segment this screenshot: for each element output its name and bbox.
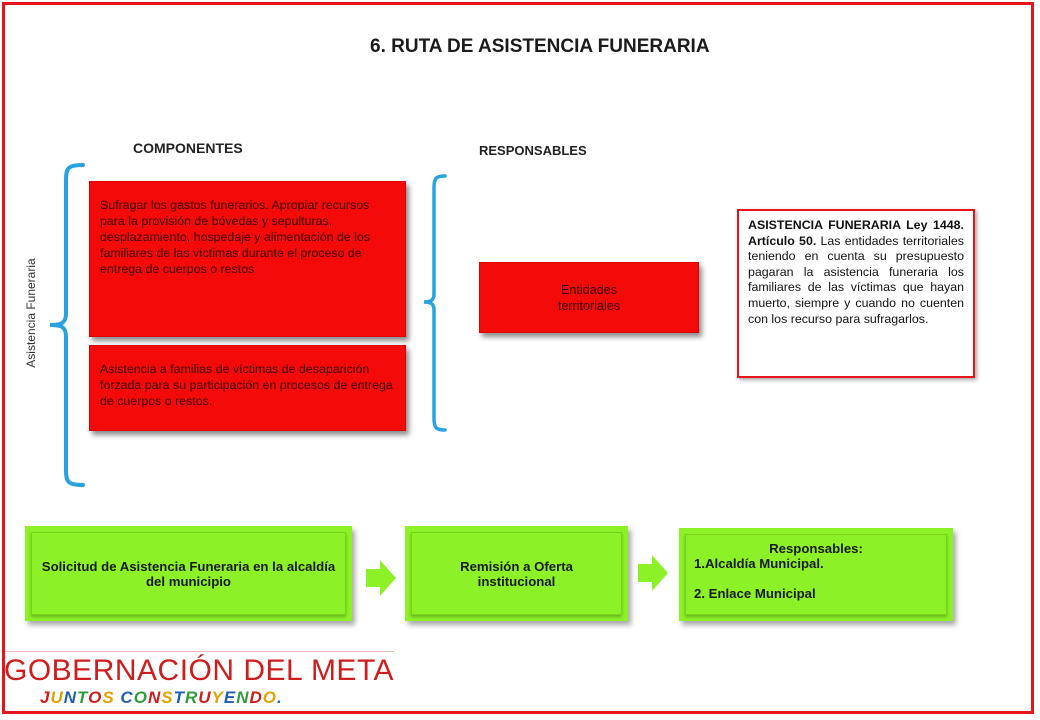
flow-step-2-text: Remisión a Oferta institucional	[411, 532, 622, 615]
flow-step-3-item-2: 2. Enlace Municipal	[694, 586, 816, 601]
flow-step-3	[679, 528, 953, 621]
slide-title: 6. RUTA DE ASISTENCIA FUNERARIA	[370, 36, 710, 57]
component-text-1: Sufragar los gastos funerarios. Apropiar recursos para la provisión de bóvedas y sepulturas, desplazamiento, hospedaje y alimentación de los familiares de las víctimas durante el proceso de entrega de cuerpos o restos	[100, 198, 371, 276]
flow-step-1-text: Solicitud de Asistencia Funeraria en la alcaldía del municipio	[31, 532, 346, 615]
middle-brace	[416, 168, 456, 438]
arrow-right-icon	[364, 558, 398, 598]
responsable-text: Entidades territoriales	[557, 282, 621, 313]
left-brace	[40, 158, 90, 490]
flow-step-3-title: Responsables:	[769, 541, 863, 556]
legal-note-heading: ASISTENCIA FUNERARIA Ley 1448. Artículo 50.	[748, 218, 964, 248]
arrow-right-icon	[636, 553, 670, 593]
componentes-header: COMPONENTES	[133, 140, 243, 156]
logo-slogan: JUNTOS CONSTRUYENDO.	[40, 688, 283, 707]
component-text-2: Asistencia a familias de víctimas de desaparición forzada para su participación en procesos de entrega de cuerpos o restos.	[100, 362, 393, 408]
side-label: Asistencia Funeraria	[24, 258, 38, 368]
logo-gobernacion: GOBERNACIÓN DEL META	[4, 654, 395, 687]
legal-note-text: Las entidades territoriales teniendo en cuenta su presupuesto pagaran la asistencia funeraria los familiares de las víctimas que hayan muerto, siempre y cuando no cuenten con los recurso para sufragarlos.	[748, 233, 964, 326]
flow-step-1	[25, 526, 352, 621]
flow-step-3-content	[685, 534, 947, 615]
responsables-header: RESPONSABLES	[479, 143, 587, 158]
component-box-1	[89, 181, 406, 337]
legal-note	[737, 209, 975, 378]
flow-step-3-item-1: 1.Alcaldía Municipal.	[694, 556, 824, 571]
component-box-2	[89, 345, 406, 431]
flow-step-2	[405, 526, 628, 621]
responsable-box	[479, 262, 699, 333]
